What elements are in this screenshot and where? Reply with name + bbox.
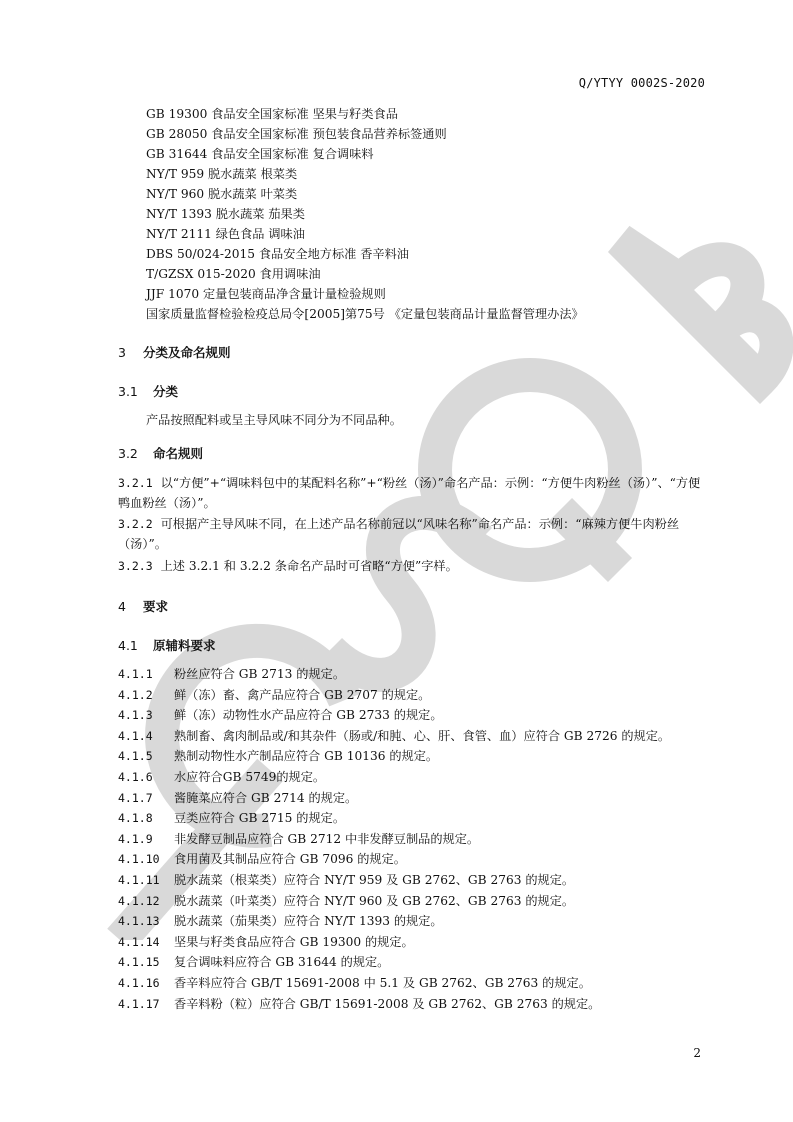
item-text: 熟制畜、禽肉制品或/和其杂件（肠或/和肫、心、肝、食管、血）应符合 GB 2726 的规定。 [174,728,671,743]
clause-number: 3.2.2 [118,517,153,531]
item-number: 4.1.13 [118,914,160,929]
item-number: 4.1.4 [118,728,153,743]
item-number: 4.1.7 [118,790,153,805]
item-text: 香辛料应符合 GB/T 15691-2008 中 5.1 及 GB 2762、GB 2763 的规定。 [174,975,591,990]
item-text: 坚果与籽类食品应符合 GB 19300 的规定。 [174,934,414,949]
list-item [118,870,670,891]
item-number: 4.1.14 [118,934,160,949]
section-title: 命名规则 [153,446,204,461]
reference-item: JJF 1070 定量包装商品净含量计量检验规则 [146,287,386,301]
list-item [118,664,670,685]
section-3-1-heading [118,382,178,400]
item-number: 4.1.3 [118,708,153,723]
item-text: 香辛料粉（粒）应符合 GB/T 15691-2008 及 GB 2762、GB 2763 的规定。 [174,996,601,1011]
item-number: 4.1.17 [118,996,160,1011]
list-item [118,726,670,747]
item-text: 鲜（冻）动物性水产品应符合 GB 2733 的规定。 [174,708,443,723]
list-item [118,973,670,994]
clause-text: 以“方便”+“调味料包中的某配料名称”+“粉丝（汤）”命名产品：示例：“方便牛肉粉丝（汤）”、“方便鸭血粉丝（汤）”。 [118,476,701,510]
list-item [118,746,670,767]
list-item [118,808,670,829]
clause-number: 3.2.1 [118,476,153,490]
list-item [118,849,670,870]
section-3-heading [118,343,231,361]
item-number: 4.1.6 [118,769,153,784]
reference-item: NY/T 960 脱水蔬菜 叶菜类 [146,187,298,201]
list-item [118,788,670,809]
list-item [118,932,670,953]
reference-item: NY/T 959 脱水蔬菜 根菜类 [146,167,298,181]
item-number: 4.1.12 [118,893,160,908]
item-text: 食用菌及其制品应符合 GB 7096 的规定。 [174,852,406,867]
item-text: 熟制动物性水产制品应符合 GB 10136 的规定。 [174,749,439,764]
section-4-1-heading [118,636,216,654]
item-text: 粉丝应符合 GB 2713 的规定。 [174,667,346,681]
item-text: 水应符合GB 5749的规定。 [174,769,326,784]
item-text: 鲜（冻）畜、禽产品应符合 GB 2707 的规定。 [174,687,431,702]
list-item [118,911,670,932]
page-number: 2 [693,1046,701,1060]
reference-item: DBS 50/024-2015 食品安全地方标准 香辛料油 [146,247,409,261]
item-number: 4.1.2 [118,687,153,702]
reference-item: NY/T 1393 脱水蔬菜 茄果类 [146,207,305,221]
item-number: 4.1.15 [118,955,160,970]
section-number: 3 [118,345,126,360]
list-item [118,767,670,788]
item-number: 4.1.16 [118,975,160,990]
item-text: 脱水蔬菜（根菜类）应符合 NY/T 959 及 GB 2762、GB 2763 的规定。 [174,872,575,887]
item-number: 4.1.10 [118,852,160,867]
reference-item: GB 19300 食品安全国家标准 坚果与籽类食品 [146,107,398,121]
document-code: Q/YTYY 0002S-2020 [578,76,705,90]
section-3-1-text: 产品按照配料或呈主导风味不同分为不同品种。 [146,413,402,427]
clause-text: 上述 3.2.1 和 3.2.2 条命名产品时可省略“方便”字样。 [160,559,458,573]
clause-3-2-1 [118,473,710,513]
section-number: 4.1 [118,638,138,653]
section-number: 4 [118,599,126,614]
item-text: 脱水蔬菜（茄果类）应符合 NY/T 1393 的规定。 [174,914,443,929]
section-title: 分类及命名规则 [143,345,231,360]
reference-item: T/GZSX 015-2020 食用调味油 [146,267,321,281]
reference-item: GB 28050 食品安全国家标准 预包装食品营养标签通则 [146,127,447,141]
item-number: 4.1.5 [118,749,153,764]
section-title: 原辅料要求 [153,638,216,653]
item-text: 脱水蔬菜（叶菜类）应符合 NY/T 960 及 GB 2762、GB 2763 的规定。 [174,893,575,908]
reference-item: 国家质量监督检验检疫总局令[2005]第75号 《定量包装商品计量监督管理办法》 [146,307,584,321]
item-number: 4.1.9 [118,831,153,846]
item-number: 4.1.11 [118,872,160,887]
raw-material-requirements-list [118,664,670,1014]
list-item [118,705,670,726]
reference-item: NY/T 2111 绿色食品 调味油 [146,227,305,241]
clause-text: 可根据产主导风味不同，在上述产品名称前冠以“风味名称”命名产品：示例：“麻辣方便牛肉粉丝（汤）”。 [118,517,680,551]
reference-item: GB 31644 食品安全国家标准 复合调味料 [146,147,374,161]
list-item [118,952,670,973]
section-number: 3.2 [118,446,138,461]
list-item [118,891,670,912]
item-text: 非发酵豆制品应符合 GB 2712 中非发酵豆制品的规定。 [174,831,480,846]
section-title: 分类 [153,384,179,399]
section-title: 要求 [143,599,169,614]
clause-3-2-3 [118,556,710,576]
item-text: 酱腌菜应符合 GB 2714 的规定。 [174,790,358,805]
section-4-heading [118,597,168,615]
item-text: 豆类应符合 GB 2715 的规定。 [174,811,346,826]
list-item [118,685,670,706]
clause-3-2-2 [118,514,710,554]
section-3-2-heading [118,444,203,462]
section-number: 3.1 [118,384,138,399]
list-item [118,994,670,1015]
list-item [118,829,670,850]
item-number: 4.1.8 [118,811,153,826]
normative-references-list [146,104,584,324]
clause-number: 3.2.3 [118,559,153,573]
item-number: 4.1.1 [118,667,153,681]
item-text: 复合调味料应符合 GB 31644 的规定。 [174,955,390,970]
